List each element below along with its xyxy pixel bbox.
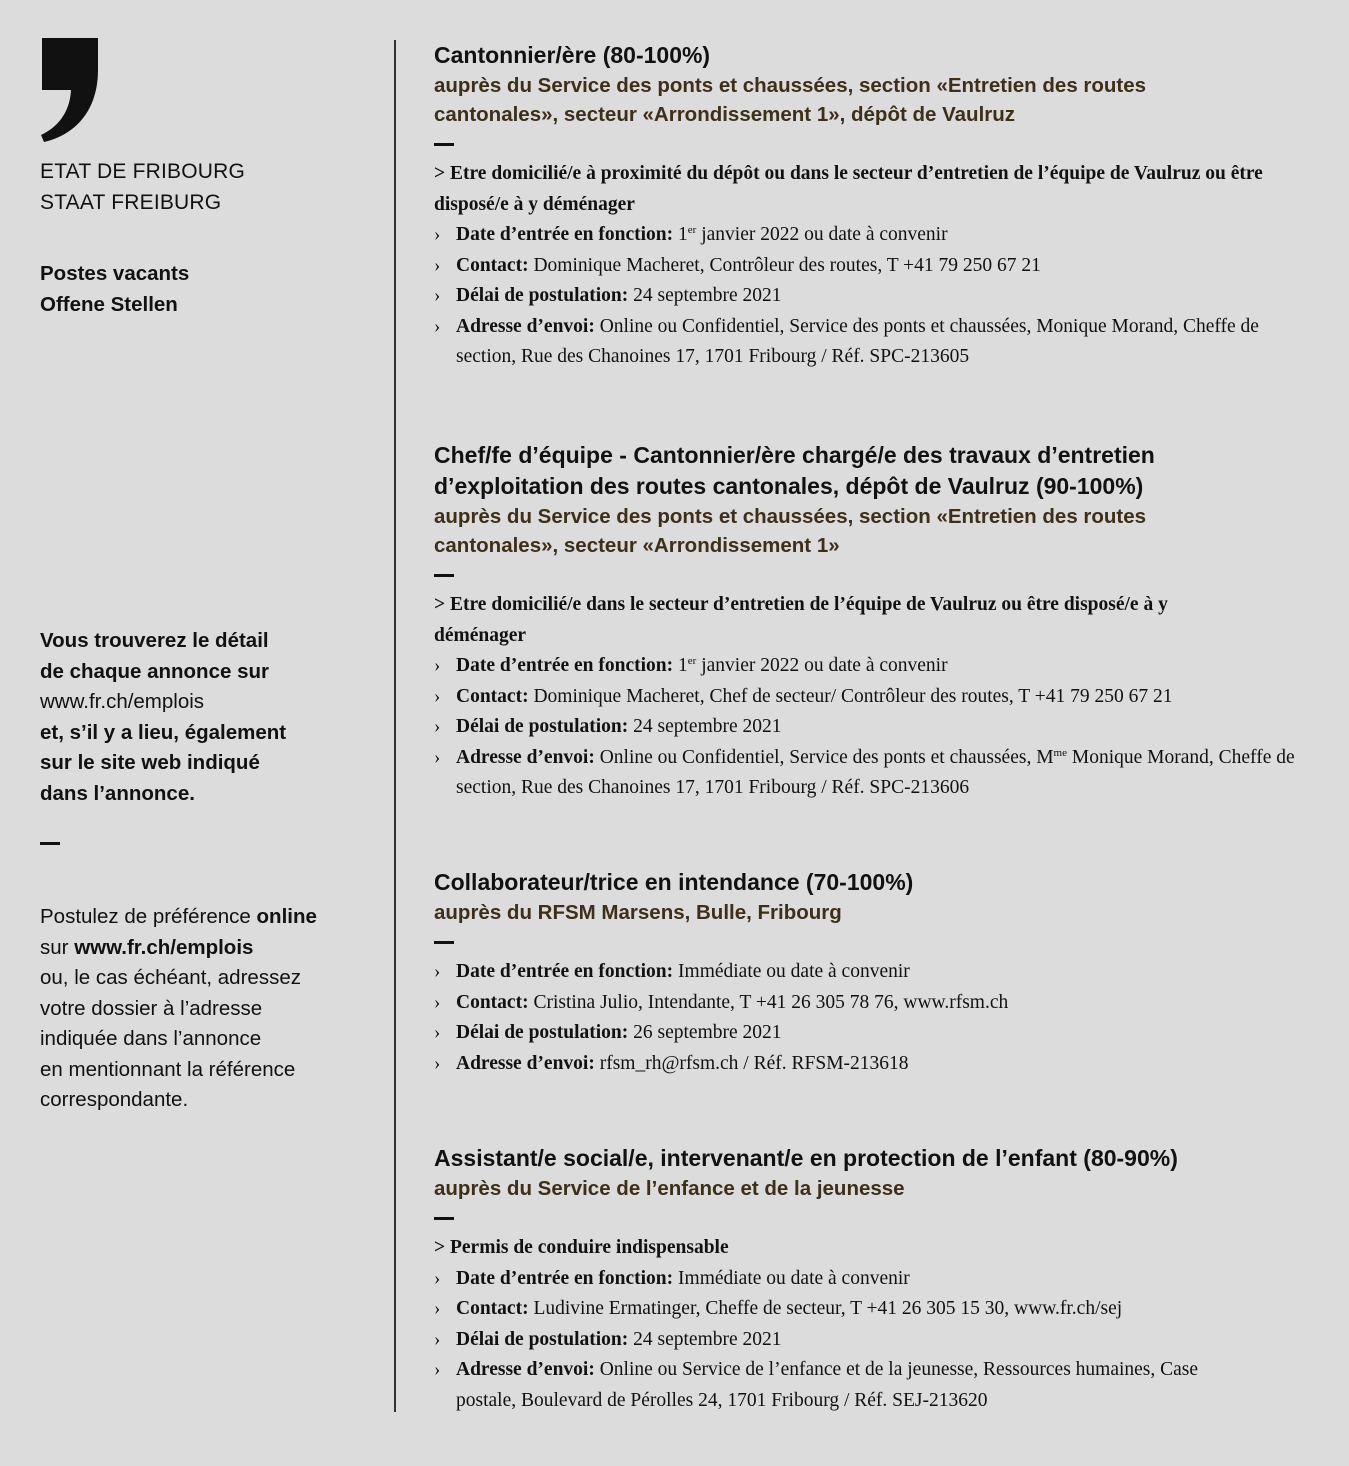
sidebar: [40, 38, 370, 320]
job-requirement: > Etre domicilié/e à proximité du dépôt ou dans le secteur d’entretien de l’équipe de Vaulruz ou être disposé/e à y déménager: [434, 163, 1263, 215]
brand-line-fr: ETAT DE FRIBOURG: [40, 160, 246, 183]
job-listing: [434, 867, 1324, 1079]
chevron-right-icon: ›: [434, 961, 441, 982]
chevron-right-icon: ›: [434, 1022, 441, 1043]
job-address: › Adresse d’envoi: Online ou Confidentiel, Service des ponts et chaussées, $M^{me}$ Monique Morand, Cheffe de section, Rue des Chanoines 17, 1701 Fribourg / Réf. SPC-213606: [434, 743, 1316, 804]
apply-text: en mentionnant la référence: [40, 1057, 296, 1081]
chevron-right-icon: ›: [434, 1298, 441, 1319]
job-deadline: › Délai de postulation: 24 septembre 2021: [434, 1325, 1324, 1356]
detail-text: de chaque annonce sur: [40, 659, 269, 683]
apply-text: correspondante.: [40, 1088, 189, 1111]
vertical-divider: [394, 40, 396, 1412]
offene-stellen: Offene Stellen: [40, 293, 178, 316]
brand: [40, 156, 370, 218]
apply-text: indiquée dans l’annonce: [40, 1027, 262, 1050]
chevron-right-icon: ›: [434, 315, 441, 337]
job-deadline: › Délai de postulation: 24 septembre 2021: [434, 712, 1324, 743]
apply-note: [40, 902, 370, 1116]
detail-text: sur le site web indiqué: [40, 751, 260, 774]
divider-dash: [434, 941, 454, 944]
job-address: › Adresse d’envoi: Online ou Service de l’enfance et de la jeunesse, Ressources humaines, Case postale, Boulevard de Pérolles 24, 1701 Fribourg / Réf. SEJ-213620: [434, 1355, 1256, 1416]
apply-text: votre dossier à l’adresse: [40, 996, 263, 1020]
chevron-right-icon: ›: [434, 991, 441, 1013]
job-requirement: > Etre domicilié/e dans le secteur d’entretien de l’équipe de Vaulruz ou être disposé/e à y déménager: [434, 594, 1168, 646]
job-title: Collaborateur/trice en intendance (70-100%): [434, 869, 914, 895]
section-heading: [40, 258, 370, 320]
apply-text: sur: [40, 935, 75, 959]
chevron-right-icon: ›: [434, 224, 441, 245]
job-start: › Date d’entrée en fonction: Immédiate ou date à convenir: [434, 957, 1324, 988]
apply-text: Postulez de préférence: [40, 905, 257, 928]
chevron-right-icon: ›: [434, 254, 441, 276]
detail-link[interactable]: www.fr.ch/emplois: [40, 690, 205, 713]
job-deadline: › Délai de postulation: 26 septembre 2021: [434, 1018, 1324, 1049]
job-contact: › Contact: Dominique Macheret, Chef de secteur/ Contrôleur des routes, T +41 79 250 67 21: [434, 682, 1324, 713]
chevron-right-icon: ›: [434, 1359, 441, 1380]
apply-online: online: [256, 905, 317, 928]
job-contact: › Contact: Cristina Julio, Intendante, T +41 26 305 78 76, www.rfsm.ch: [434, 988, 1324, 1019]
job-address: › Adresse d’envoi: Online ou Confidentiel, Service des ponts et chaussées, Monique Morand, Cheffe de section, Rue des Chanoines 17, 1701 Fribourg / Réf. SPC-213605: [434, 312, 1276, 373]
divider-dash: [434, 143, 454, 146]
divider-dash: [434, 1217, 454, 1220]
job-title: Assistant/e social/e, intervenant/e en protection de l’enfant (80-90%): [434, 1145, 1178, 1171]
apply-link[interactable]: www.fr.ch/emplois: [74, 935, 254, 959]
comma-logo: [40, 38, 100, 144]
job-employer: auprès du RFSM Marsens, Bulle, Fribourg: [434, 901, 842, 924]
job-requirement: > Permis de conduire indispensable: [434, 1237, 729, 1258]
brand-line-de: STAAT FREIBURG: [40, 191, 222, 214]
detail-note: [40, 626, 370, 809]
job-employer: auprès du Service des ponts et chaussées, section «Entretien des routes cantonales», secteur «Arrondissement 1», dépôt de Vaulruz: [434, 74, 1147, 126]
apply-text: ou, le cas échéant, adressez: [40, 966, 301, 989]
detail-text: dans l’annonce.: [40, 781, 195, 805]
job-address: › Adresse d’envoi: rfsm_rh@rfsm.ch / Réf. RFSM-213618: [434, 1049, 1324, 1080]
divider-dash: [40, 842, 60, 845]
chevron-right-icon: ›: [434, 1328, 441, 1350]
divider-dash: [434, 574, 454, 577]
job-listing: [434, 440, 1324, 804]
chevron-right-icon: ›: [434, 1267, 441, 1289]
postes-vacants: Postes vacants: [40, 262, 190, 285]
chevron-right-icon: ›: [434, 655, 441, 676]
job-start: › Date d’entrée en fonction: Immédiate ou date à convenir: [434, 1264, 1324, 1295]
job-title: Cantonnier/ère (80-100%): [434, 42, 711, 68]
job-employer: auprès du Service des ponts et chaussées, section «Entretien des routes cantonales», secteur «Arrondissement 1»: [434, 505, 1147, 557]
job-listing: [434, 1143, 1324, 1416]
job-employer: auprès du Service de l’enfance et de la jeunesse: [434, 1177, 905, 1200]
chevron-right-icon: ›: [434, 685, 441, 707]
job-start: › Date d’entrée en fonction: 1er janvier 2022 ou date à convenir: [434, 651, 1324, 682]
job-contact: › Contact: Dominique Macheret, Contrôleur des routes, T +41 79 250 67 21: [434, 251, 1324, 282]
chevron-right-icon: ›: [434, 746, 441, 768]
job-listing: [434, 40, 1324, 373]
job-contact: › Contact: Ludivine Ermatinger, Cheffe de secteur, T +41 26 305 15 30, www.fr.ch/sej: [434, 1294, 1324, 1325]
job-start: › Date d’entrée en fonction: 1er janvier 2022 ou date à convenir: [434, 220, 1324, 251]
chevron-right-icon: ›: [434, 1052, 441, 1074]
job-deadline: › Délai de postulation: 24 septembre 2021: [434, 281, 1324, 312]
detail-text: et, s’il y a lieu, également: [40, 720, 287, 744]
detail-text: Vous trouverez le détail: [40, 629, 269, 652]
job-title: Chef/fe d’équipe - Cantonnier/ère chargé/e des travaux d’entretien d’exploitation des routes cantonales, dépôt de Vaulruz (90-100%): [434, 442, 1155, 499]
chevron-right-icon: ›: [434, 285, 441, 306]
chevron-right-icon: ›: [434, 716, 441, 737]
